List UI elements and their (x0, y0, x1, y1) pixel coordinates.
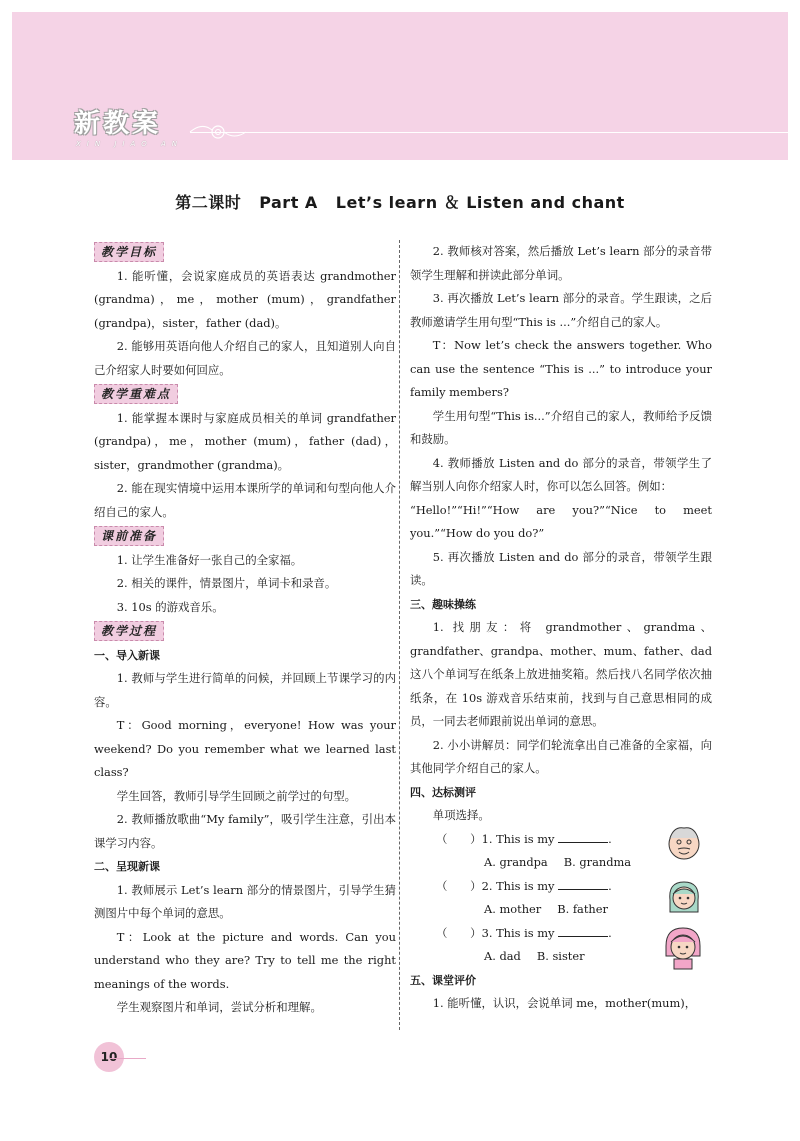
option-b: B. grandma (563, 855, 632, 869)
grandpa-avatar-icon (660, 822, 708, 866)
question-stem: This is my (496, 925, 555, 940)
paragraph: 学生观察图片和单词，尝试分析和理解。 (116, 1000, 322, 1014)
lesson-topic: Let’s learn ＆ Listen and chant (335, 193, 625, 212)
answer-paren: （ ） (436, 878, 482, 893)
dialogue: T：Now let’s check the answers together. Who can use the sentence “This is ...” to introduce your family members? (410, 338, 712, 399)
quiz-instruction: 单项选择。 (432, 808, 490, 822)
dialogue: T：Look at the picture and words. Can you understand who they are? Try to tell me the right meanings of the words. (94, 929, 396, 991)
keypoint-item: 1. 能掌握本课时与家庭成员相关的单词 grandfather (grandpa)，me，mother (mum)，father (dad)，sister，grandmother (grandma)。 (94, 410, 396, 472)
answer-paren: （ ） (436, 831, 482, 846)
paragraph: 1. 找朋友：将 grandmother、grandma、grandfather、grandpa、mother、mum、father、dad 这八个单词写在纸条上放进抽奖箱。然后找八名同学依次抽纸条，在 10s 游戏音乐结束前，找到与自己意思相同的成员，一同去老师跟前说出单词的意思。 (410, 620, 712, 728)
option-a: A. dad (484, 949, 521, 963)
section-heading-goals: 教学目标 (94, 242, 164, 262)
question-number: 3. (481, 925, 493, 940)
step-title: 一、导入新课 (94, 648, 160, 662)
option-a: A. grandpa (484, 855, 548, 869)
column-divider (399, 240, 400, 1030)
lesson-number: 第二课时 (175, 193, 242, 212)
answer-blank (558, 830, 608, 843)
prep-item: 1. 让学生准备好一张自己的全家福。 (116, 552, 303, 567)
swirl-ornament-icon (188, 118, 248, 146)
sister-avatar-icon (660, 924, 706, 970)
paragraph: 学生用句型“This is...”介绍自己的家人，教师给予反馈和鼓励。 (410, 408, 712, 446)
left-column (94, 240, 396, 1020)
quiz-block (410, 828, 712, 969)
question-end: . (608, 925, 612, 940)
page-number: 10 (94, 1042, 124, 1072)
step-title: 四、达标测评 (410, 785, 476, 799)
step-title: 五、课堂评价 (410, 973, 476, 987)
section-heading-keypoints: 教学重难点 (94, 384, 178, 404)
paragraph: 1. 能听懂，认识，会说单词 me，mother(mum)， (432, 996, 697, 1010)
brand-subtitle: XIN JIAO AN (76, 140, 183, 148)
option-b: B. father (557, 902, 608, 916)
goal-item: 2. 能够用英语向他人介绍自己的家人，且知道别人向自己介绍家人时要如何回应。 (94, 339, 396, 377)
paragraph: 学生回答，教师引导学生回顾之前学过的句型。 (116, 788, 357, 803)
dialogue: T：Good morning，everyone! How was your weekend? Do you remember what we learned last class? (94, 718, 396, 779)
brand-rule (190, 132, 788, 133)
section-heading-prep: 课前准备 (94, 526, 164, 546)
paragraph: 1. 教师展示 Let’s learn 部分的情景图片，引导学生猜测图片中每个单词的意思。 (94, 882, 396, 920)
lesson-title (0, 190, 800, 213)
question-stem: This is my (496, 878, 555, 893)
answer-paren: （ ） (436, 925, 482, 940)
lesson-part: Part A (259, 193, 318, 212)
prep-item: 2. 相关的课件，情景图片，单词卡和录音。 (116, 576, 337, 590)
question-stem: This is my (496, 831, 555, 846)
brand-logo: 新教案 (74, 109, 162, 139)
paragraph: 2. 教师核对答案，然后播放 Let’s learn 部分的录音带领学生理解和拼读此部分单词。 (410, 244, 712, 282)
right-column (410, 240, 712, 1016)
prep-item: 3. 10s 的游戏音乐。 (116, 599, 224, 614)
paragraph: 5. 再次播放 Listen and do 部分的录音，带领学生跟读。 (410, 549, 712, 587)
question-end: . (608, 878, 612, 893)
example-phrases: “Hello!”“Hi!”“How are you?”“Nice to meet you.”“How do you do?” (410, 502, 712, 540)
section-heading-process: 教学过程 (94, 621, 164, 641)
answer-blank (558, 924, 608, 937)
paragraph: 1. 教师与学生进行简单的问候，并回顾上节课学习的内容。 (94, 671, 396, 709)
page-number-rule (110, 1058, 146, 1059)
goal-item: 1. 能听懂，会说家庭成员的英语表达 grandmother (grandma)，me，mother (mum)，grandfather (grandpa)，sister，father (dad)。 (94, 268, 396, 330)
step-title: 三、趣味操练 (410, 597, 476, 611)
option-a: A. mother (484, 902, 542, 916)
question-end: . (608, 831, 612, 846)
paragraph: 2. 教师播放歌曲“My family”，吸引学生注意，引出本课学习内容。 (94, 812, 396, 850)
question-number: 1. (481, 831, 493, 846)
paragraph: 2. 小小讲解员：同学们轮流拿出自己准备的全家福，向其他同学介绍自己的家人。 (410, 737, 712, 775)
step-title: 二、呈现新课 (94, 860, 160, 873)
keypoint-item: 2. 能在现实情境中运用本课所学的单词和句型向他人介绍自己的家人。 (94, 481, 396, 519)
mother-avatar-icon (662, 876, 706, 920)
question-number: 2. (481, 878, 493, 893)
paragraph: 4. 教师播放 Listen and do 部分的录音，带领学生了解当别人向你介绍家人时，你可以怎么回答。例如： (410, 455, 712, 493)
answer-blank (558, 877, 608, 890)
option-b: B. sister (536, 949, 585, 963)
paragraph: 3. 再次播放 Let’s learn 部分的录音。学生跟读，之后教师邀请学生用句型“This is ...”介绍自己的家人。 (410, 291, 712, 329)
